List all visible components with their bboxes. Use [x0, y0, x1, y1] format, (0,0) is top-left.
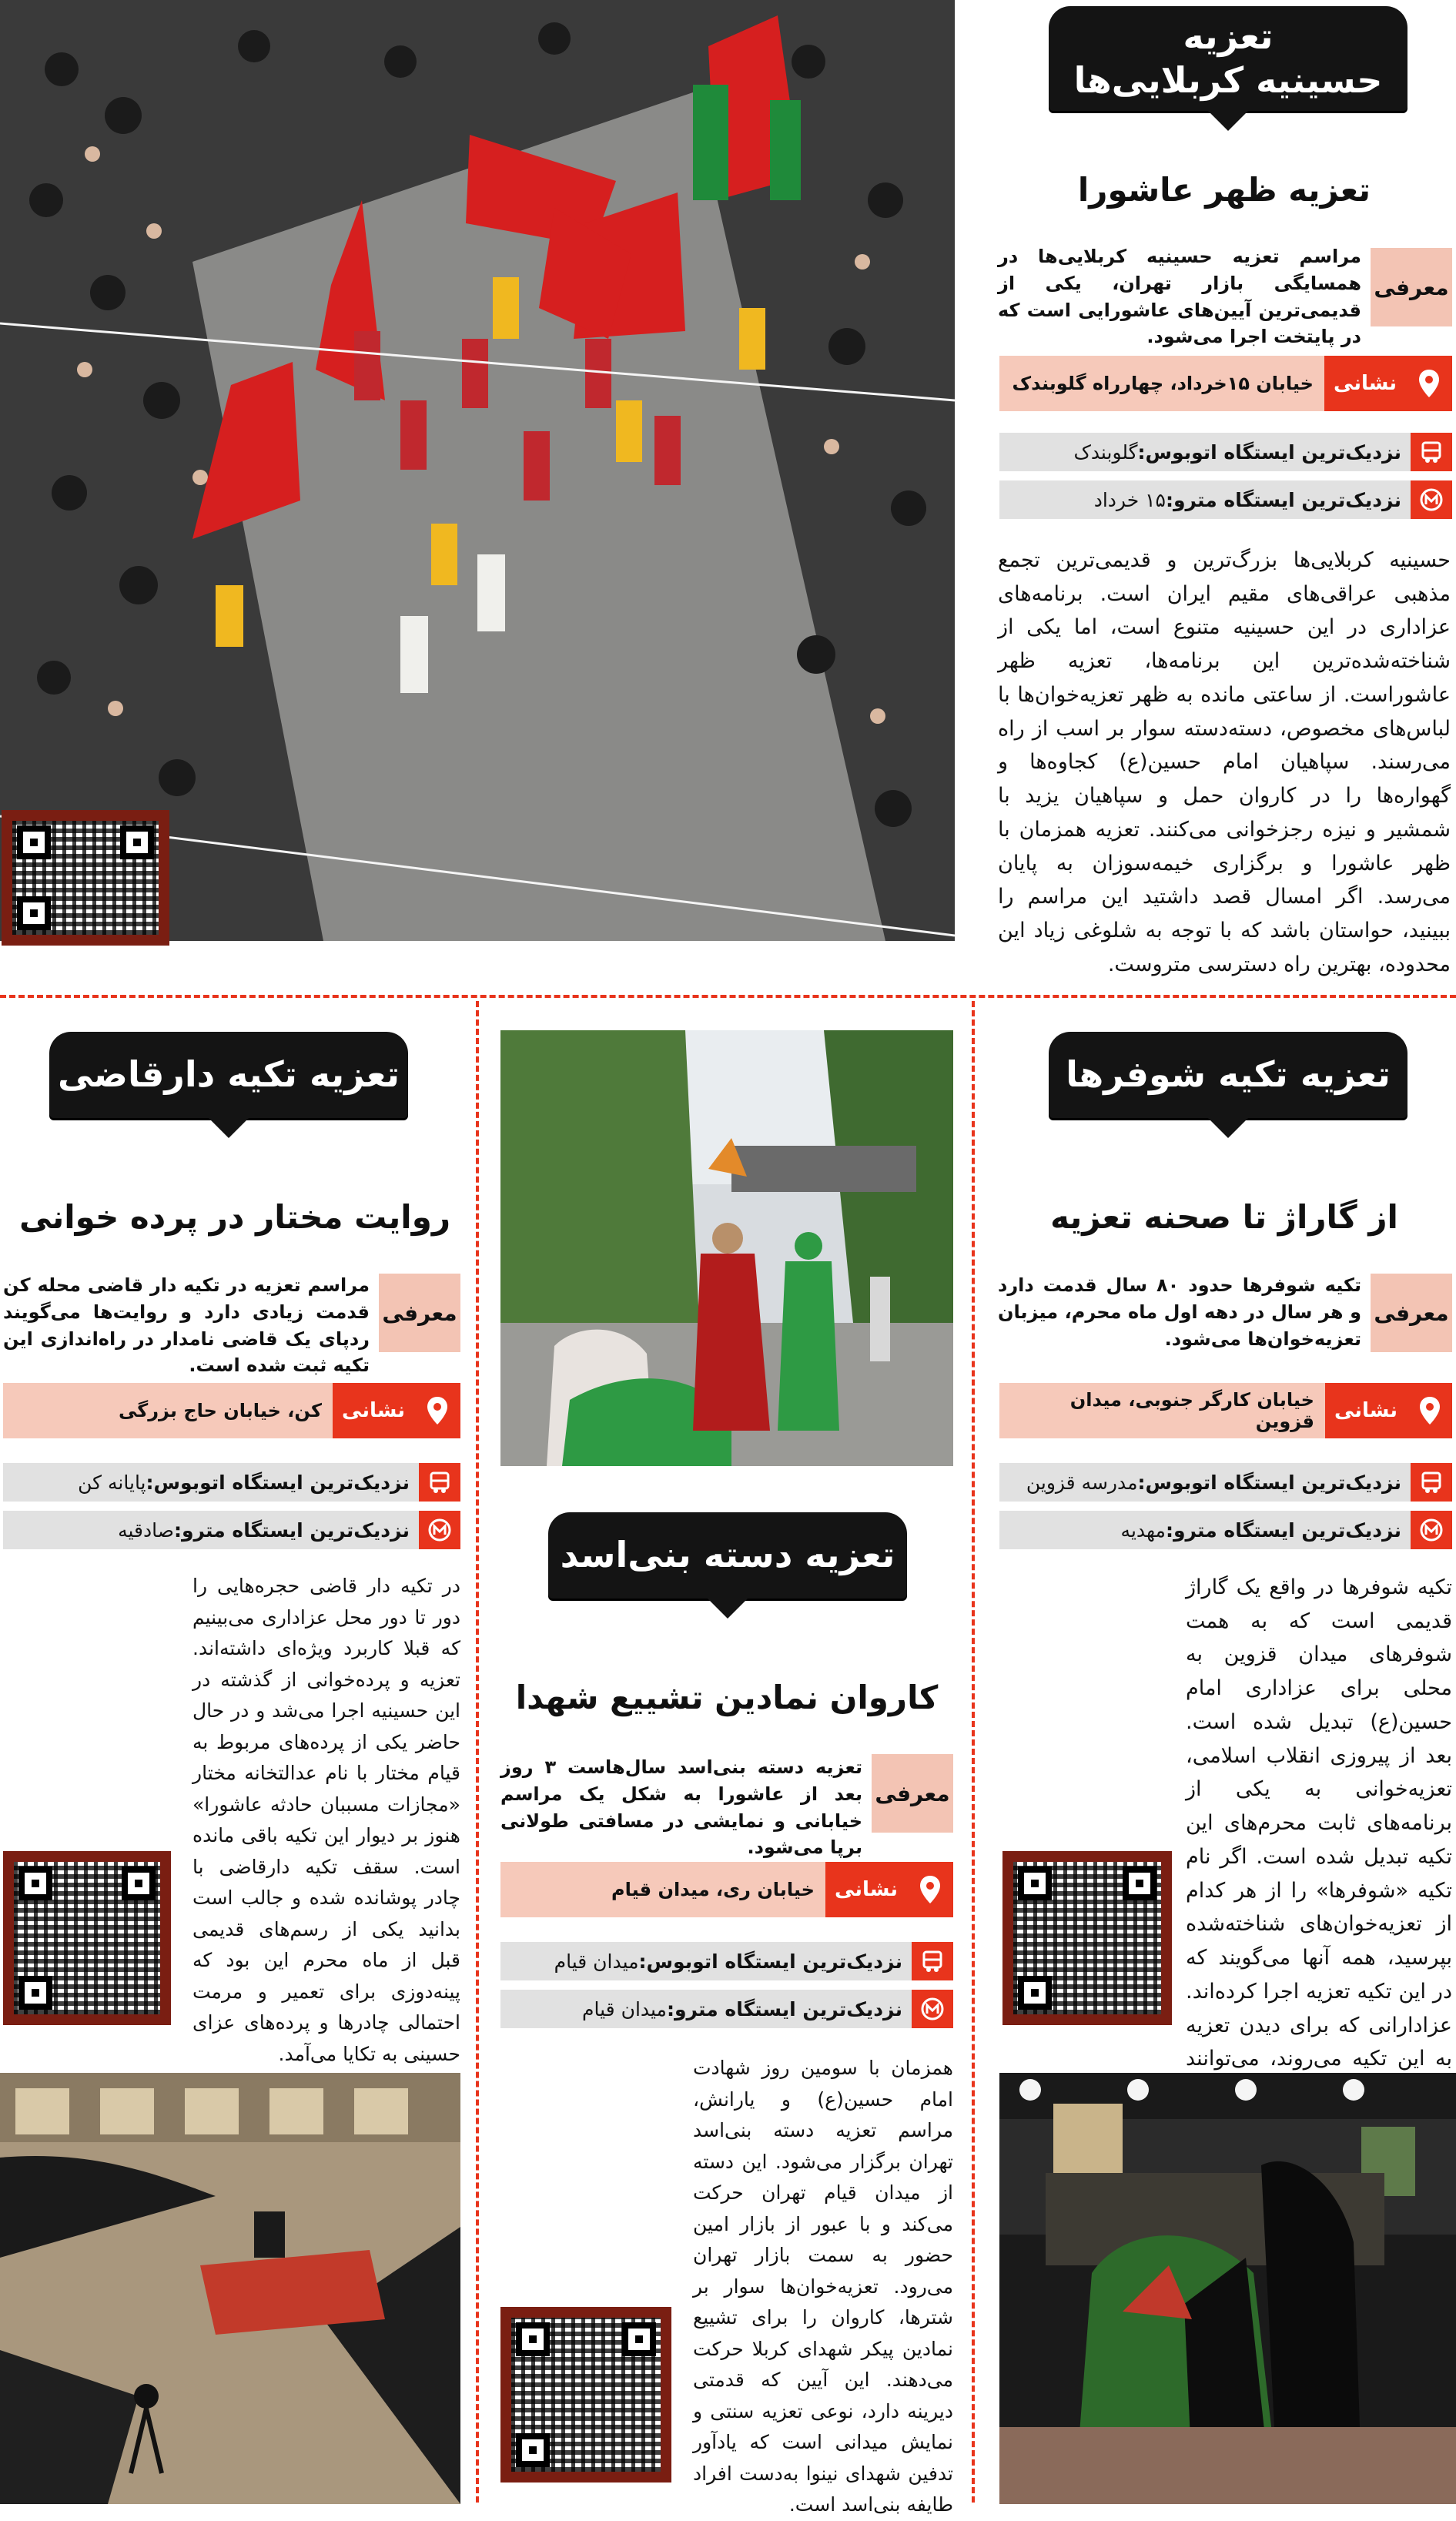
qr-pattern — [511, 2318, 661, 2472]
section-divider — [0, 995, 1456, 998]
karbalaei-intro-label: معرفی — [1371, 248, 1452, 326]
qr-pattern — [12, 821, 159, 935]
metro-label: نزدیک‌ترین ایستگاه مترو: — [1165, 1518, 1401, 1542]
bus-label: نزدیک‌ترین ایستگاه اتوبوس: — [1137, 1471, 1401, 1494]
baniasad-address: خیابان ری، میدان قیام — [611, 1879, 815, 1900]
baniasad-bus: میدان قیام — [554, 1950, 639, 1973]
karbalaei-title-line1: تعزیه — [1183, 15, 1274, 57]
baniasad-title-tab: تعزیه دسته بنی‌اسد — [548, 1512, 907, 1599]
tekyeh-courtyard-illustration — [0, 2073, 460, 2504]
bus-label: نزدیک‌ترین ایستگاه اتوبوس: — [638, 1950, 902, 1973]
darghazi-metro-row — [3, 1511, 460, 1549]
bus-icon — [1411, 433, 1452, 471]
baniasad-body: همزمان با سومین روز شهادت امام حسین(ع) و یارانش، مراسم تعزیه دسته بنی‌اسد تهران برگزار می‌شود. این دسته از میدان قیام تهران حرکت می‌کند و با عبور از بازار امین حضور به سمت بازار تهران می‌رود. تعزیه‌خوان‌ها سوار بر شترها، کاروان را برای تشییع نمادین پیکر شهدای کربلا حرکت می‌دهند. این آیین که قدمتی دیرینه دارد، نوعی تعزیه سنتی و نمایش میدانی است که یادآور تدفین شهدای نینوا به‌دست افراد طایفه بنی‌اسد است. — [693, 2057, 953, 2516]
karbalaei-address: خیابان ۱۵خرداد، چهارراه گلوبندک — [1012, 373, 1314, 394]
bus-icon — [912, 1942, 953, 1980]
qr-pattern — [14, 1862, 160, 2014]
darghazi-address-bar — [3, 1383, 460, 1438]
baniasad-street-photo — [500, 1030, 953, 1466]
darghazi-tekyeh-photo — [0, 2073, 460, 2504]
karbalaei-crowd-photo — [0, 0, 955, 941]
baniasad-qr-code[interactable] — [500, 2307, 671, 2482]
darghazi-bus-row — [3, 1463, 460, 1502]
shoufer-intro-text: تکیه شوفرها حدود ۸۰ سال قدمت دارد و هر سال در دهه اول ماه محرم، میزبان تعزیه‌خوان‌ها می‌شود. — [998, 1274, 1361, 1350]
metro-icon — [419, 1511, 460, 1549]
darghazi-intro-text: مراسم تعزیه در تکیه دار قاضی محله کن قدمت زیادی دارد و روایت‌ها می‌گویند ردپای یک قاضی نامدار در راه‌اندازی این تکیه ثبت شده است. — [3, 1274, 370, 1377]
column-divider-left — [476, 1001, 479, 2503]
tekyeh-interior-illustration — [999, 2073, 1456, 2504]
shoufer-body: تکیه شوفرها در واقع یک گاراژ قدیمی است که به همت شوفرهای میدان قزوین به محلی برای عزاداری امام حسین(ع) تبدیل شده است. بعد از پیروزی انقلاب اسلامی، تعزیه‌خوانی به یکی از برنامه‌های ثابت محرم‌های این تکیه تبدیل شده است. اگر نام تکیه «شوفرها» را از هر کدام از تعزیه‌خوان‌های شناخته‌شده بپرسید، همه آنها می‌گویند که در این تکیه تعزیه اجرا کرده‌اند. عزادارانی که برای دیدن تعزیه به این تکیه می‌روند، می‌توانند — [1186, 1575, 1452, 2071]
baniasad-intro-label: معرفی — [872, 1754, 953, 1833]
karbalaei-bus: گلوبندک — [1073, 440, 1138, 464]
darghazi-body: در تکیه دار قاضی حجره‌هایی را دور تا دور محل عزاداری می‌بینیم که قبلا کاربرد ویژه‌ای داشته‌اند. تعزیه و پرده‌خوانی از گذشته در این حسینیه اجرا می‌شد و در حال حاضر یکی از پرده‌های مربوط به قیام مختار با نام عدالتخانه مختار «مجازات مسببان حادثه عاشورا» هنوز بر دیوار این تکیه باقی مانده است. سقف تکیه دارقاضی با چادر پوشانده شده و جالب است بدانید یکی از رسم‌های قدیمی قبل از ماه محرم این بود که پینه‌دوزی برای تعمیر و مرمت احتمالی چادرها و پرده‌های عزای حسینی به تکایا می‌آمد. — [192, 1575, 460, 2065]
karbalaei-metro-row — [999, 480, 1452, 519]
street-procession-illustration — [500, 1030, 953, 1466]
location-pin-icon — [414, 1383, 460, 1438]
qr-pattern — [1013, 1862, 1161, 2014]
shoufer-title-tab: تعزیه تکیه شوفرها — [1049, 1032, 1407, 1118]
crowd-illustration — [0, 0, 955, 941]
baniasad-address-bar — [500, 1862, 953, 1917]
darghazi-metro: صادقیه — [118, 1518, 174, 1542]
shoufer-intro-label: معرفی — [1371, 1274, 1452, 1352]
address-label: نشانی — [825, 1862, 907, 1917]
darghazi-intro-label: معرفی — [379, 1274, 460, 1352]
shoufer-address-bar — [999, 1383, 1452, 1438]
metro-label: نزدیک‌ترین ایستگاه مترو: — [173, 1518, 410, 1542]
metro-label: نزدیک‌ترین ایستگاه مترو: — [666, 1997, 902, 2020]
location-pin-icon — [1407, 1383, 1452, 1438]
karbalaei-intro-text: مراسم تعزیه حسینیه کربلایی‌ها در همسایگی بازار تهران، یکی از قدیمی‌ترین آیین‌های عاشورایی است که در پایتخت اجرا می‌شود. — [998, 246, 1361, 348]
shoufer-bus: مدرسه قزوین — [1026, 1471, 1138, 1494]
address-label: نشانی — [1324, 356, 1406, 411]
bus-icon — [419, 1463, 460, 1502]
karbalaei-address-bar — [999, 356, 1452, 411]
karbalaei-bus-row — [999, 433, 1452, 471]
karbalaei-title-line2: حسینیه کربلایی‌ها — [1073, 59, 1383, 101]
baniasad-bus-row — [500, 1942, 953, 1980]
bus-label: نزدیک‌ترین ایستگاه اتوبوس: — [146, 1471, 410, 1494]
baniasad-intro-text: تعزیه دسته بنی‌اسد سال‌هاست ۳ روز بعد از عاشورا به شکل یک مراسم خیابانی و نمایشی در مسافتی طولانی برپا می‌شود. — [500, 1756, 862, 1859]
shoufer-bus-row — [999, 1463, 1452, 1502]
karbalaei-subtitle: تعزیه ظهر عاشورا — [1077, 171, 1371, 209]
darghazi-bus: پایانه کن — [78, 1471, 146, 1494]
baniasad-metro: میدان قیام — [582, 1997, 667, 2020]
bus-icon — [1411, 1463, 1452, 1502]
darghazi-title-tab: تعزیه تکیه دارقاضی — [49, 1032, 408, 1118]
baniasad-subtitle: کاروان نمادین تشییع شهدا — [515, 1679, 939, 1716]
baniasad-metro-row — [500, 1990, 953, 2028]
metro-label: نزدیک‌ترین ایستگاه مترو: — [1165, 488, 1401, 511]
address-label: نشانی — [333, 1383, 414, 1438]
bus-label: نزدیک‌ترین ایستگاه اتوبوس: — [1137, 440, 1401, 464]
karbalaei-body: حسینیه کربلایی‌ها بزرگ‌ترین و قدیمی‌ترین تجمع مذهبی عراقی‌های مقیم ایران است. برنامه‌های عزاداری در این حسینیه متنوع است، اما یکی از شناخته‌شده‌ترین این برنامه‌ها، تعزیه ظهر عاشوراست. از ساعتی مانده به ظهر تعزیه‌خوان‌ها با لباس‌های مخصوص، دسته‌دسته سوار بر اسب از راه می‌رسند. سپاهیان امام حسین(ع) کجاوه‌ها و گهواره‌ها را در کاروان حمل و سپاهیان یزید با شمشیر و نیزه رجزخوانی می‌کنند. تعزیه همزمان با ظهر عاشورا و برگزاری خیمه‌سوزان به پایان می‌رسد. اگر امسال قصد داشتید این مراسم را ببینید، حواستان باشد که با توجه به شلوغی زیاد این محدوده، بهترین راه دسترسی متروست. — [998, 548, 1451, 976]
shoufer-subtitle: از گاراژ تا صحنه تعزیه — [1050, 1198, 1398, 1236]
darghazi-address: کن، خیابان حاج بزرگی — [118, 1400, 322, 1421]
shoufer-qr-code[interactable] — [1002, 1851, 1172, 2025]
location-pin-icon — [1406, 356, 1452, 411]
column-divider-right — [972, 1001, 975, 2503]
metro-icon — [1411, 1511, 1452, 1549]
shoufer-tekyeh-photo — [999, 2073, 1456, 2504]
karbalaei-metro: ۱۵ خرداد — [1093, 488, 1166, 511]
karbalaei-title-tab — [1049, 6, 1407, 111]
darghazi-subtitle: روایت مختار در پرده خوانی — [18, 1198, 450, 1236]
location-pin-icon — [907, 1862, 953, 1917]
shoufer-metro-row — [999, 1511, 1452, 1549]
metro-icon — [1411, 480, 1452, 519]
address-label: نشانی — [1325, 1383, 1407, 1438]
darghazi-qr-code[interactable] — [3, 1851, 171, 2025]
shoufer-metro: مهدیه — [1120, 1518, 1166, 1542]
metro-icon — [912, 1990, 953, 2028]
shoufer-address: خیابان کارگر جنوبی، میدان قزوین — [1069, 1389, 1314, 1432]
karbalaei-qr-code[interactable] — [2, 810, 169, 946]
